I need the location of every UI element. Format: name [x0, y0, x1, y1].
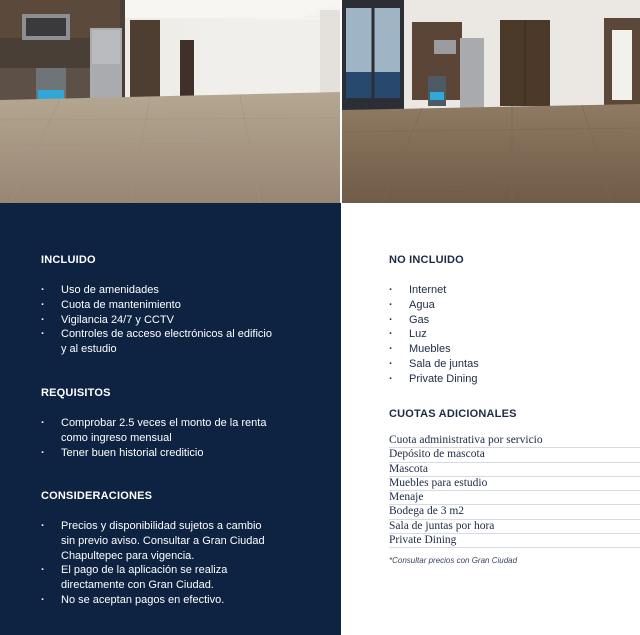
list-item: · Vigilancia 24/7 y CCTV	[41, 313, 276, 328]
requisitos-heading: REQUISITOS	[41, 387, 111, 399]
kitchen-illustration	[0, 0, 340, 203]
fee-row: Muebles para estudio	[389, 477, 640, 491]
no-incluido-list	[389, 283, 589, 387]
consideraciones-list	[41, 519, 269, 608]
apartment-kitchen-photo	[0, 0, 340, 203]
left-info-panel	[0, 203, 341, 635]
consideraciones-heading: CONSIDERACIONES	[41, 490, 153, 502]
list-item: · Tener buen historial crediticio	[41, 446, 276, 461]
list-item: · Controles de acceso electrónicos al edificio y al estudio	[41, 327, 276, 357]
living-illustration	[342, 0, 640, 203]
list-item: · Luz	[389, 327, 589, 342]
list-item: · Muebles	[389, 342, 589, 357]
cuotas-list	[389, 434, 640, 548]
list-item: · El pago de la aplicación se realiza directamente con Gran Ciudad.	[41, 563, 269, 593]
fee-row: Depósito de mascota	[389, 448, 640, 462]
list-item: · Internet	[389, 283, 589, 298]
list-item: · Cuota de mantenimiento	[41, 298, 276, 313]
fee-row: Mascota	[389, 463, 640, 477]
list-item: · Comprobar 2.5 veces el monto de la renta como ingreso mensual	[41, 416, 276, 446]
list-item: · Gas	[389, 313, 589, 328]
list-item: · Private Dining	[389, 372, 589, 387]
cuotas-heading: CUOTAS ADICIONALES	[389, 408, 517, 420]
fee-row: Bodega de 3 m2	[389, 505, 640, 519]
apartment-window-photo	[342, 0, 640, 203]
requisitos-list	[41, 416, 276, 460]
fee-row: Cuota administrativa por servicio	[389, 434, 640, 448]
pricing-note: *Consultar precios con Gran Ciudad	[389, 556, 518, 565]
fee-row: Sala de juntas por hora	[389, 520, 640, 534]
fee-row: Menaje	[389, 491, 640, 505]
fee-row: Private Dining	[389, 534, 640, 548]
incluido-list	[41, 283, 276, 357]
list-item: · Agua	[389, 298, 589, 313]
right-info-panel	[341, 203, 640, 635]
list-item: · Sala de juntas	[389, 357, 589, 372]
list-item: · Precios y disponibilidad sujetos a cambio sin previo aviso. Consultar a Gran Ciudad Chapultepec para vigencia.	[41, 519, 269, 563]
incluido-heading: INCLUIDO	[41, 254, 96, 266]
list-item: · Uso de amenidades	[41, 283, 276, 298]
no-incluido-heading: NO INCLUIDO	[389, 254, 464, 266]
list-item: · No se aceptan pagos en efectivo.	[41, 593, 269, 608]
